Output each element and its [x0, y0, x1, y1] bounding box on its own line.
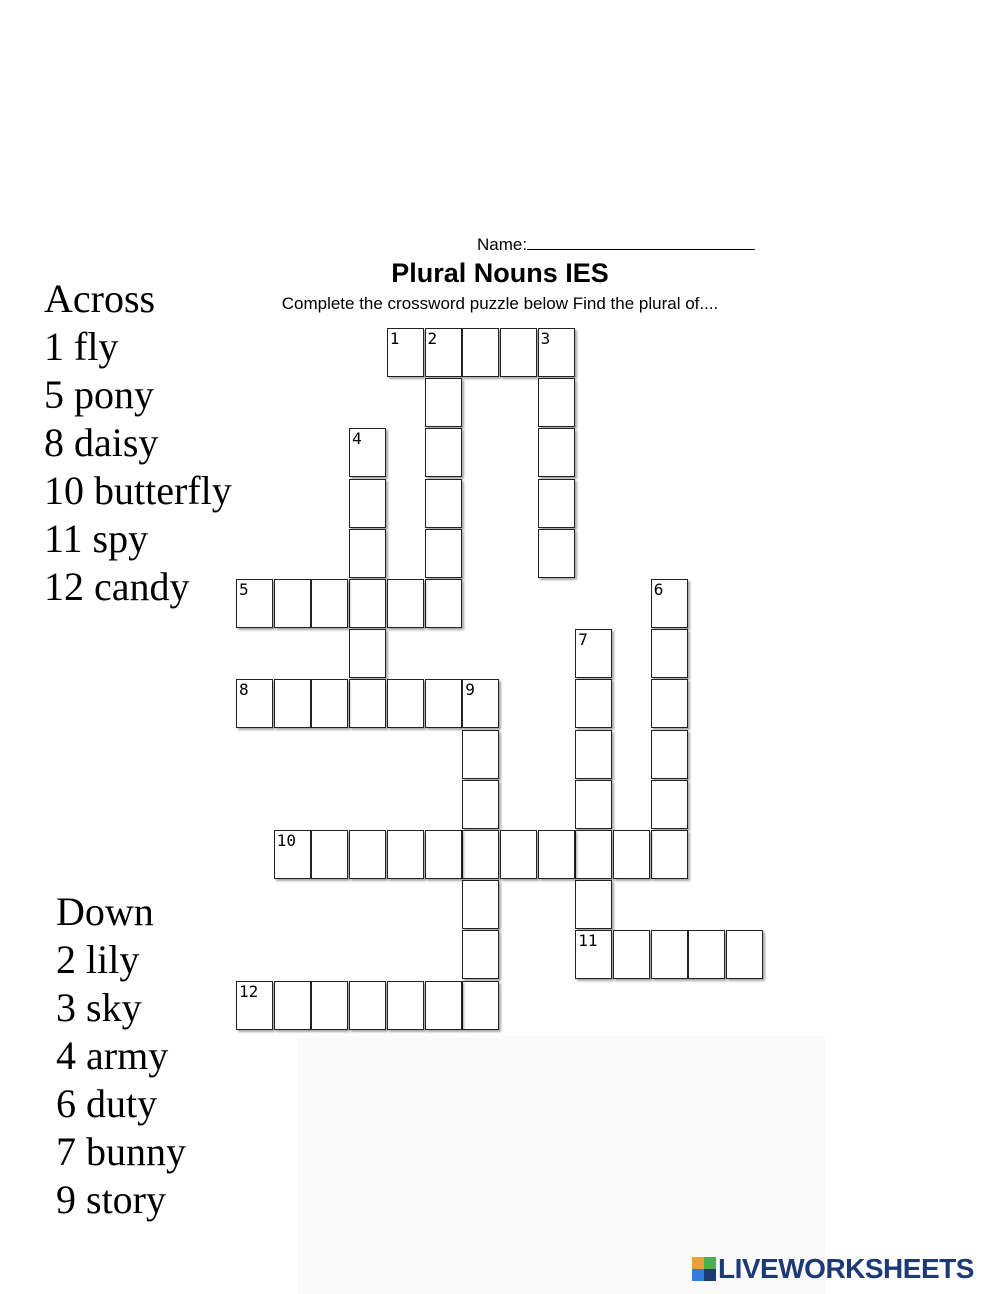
down-clues	[56, 888, 186, 1224]
crossword-cell[interactable]	[575, 629, 612, 678]
crossword-cell[interactable]	[651, 830, 688, 879]
crossword-cell[interactable]	[500, 830, 537, 879]
crossword-cell[interactable]	[387, 981, 424, 1030]
logo-square	[692, 1269, 704, 1281]
crossword-cell[interactable]	[462, 328, 499, 377]
crossword-cell[interactable]	[425, 679, 462, 728]
across-clue: 5 pony	[44, 372, 154, 417]
crossword-cell[interactable]	[349, 579, 386, 628]
crossword-cell[interactable]	[726, 930, 763, 979]
down-clue: 4 army	[56, 1033, 169, 1078]
liveworksheets-logo	[692, 1253, 974, 1285]
crossword-cell[interactable]	[500, 328, 537, 377]
name-label: Name:	[477, 235, 528, 254]
crossword-cell[interactable]	[462, 679, 499, 728]
crossword-cell[interactable]	[425, 830, 462, 879]
clue-number: 11	[578, 931, 598, 951]
down-clue: 7 bunny	[56, 1129, 186, 1174]
clue-number: 4	[352, 429, 362, 449]
crossword-cell[interactable]	[349, 428, 386, 477]
crossword-cell[interactable]	[462, 930, 499, 979]
logo-square	[704, 1269, 716, 1281]
clue-number: 5	[239, 580, 249, 599]
across-clues	[44, 275, 232, 611]
crossword-cell[interactable]	[425, 529, 462, 578]
crossword-cell[interactable]	[575, 780, 612, 829]
instructions: Complete the crossword puzzle below Find the plural of....	[281, 294, 719, 313]
crossword-cell[interactable]	[651, 930, 688, 979]
crossword-cell[interactable]	[425, 479, 462, 528]
crossword-cell[interactable]	[236, 679, 273, 728]
name-field-line	[477, 235, 755, 255]
crossword-cell[interactable]	[462, 830, 499, 879]
clue-number: 9	[465, 680, 475, 700]
crossword-cell[interactable]	[575, 730, 612, 779]
crossword-cell[interactable]	[349, 629, 386, 678]
page-title: Plural Nouns IES	[391, 258, 609, 288]
across-heading: Across	[44, 276, 156, 321]
crossword-cell[interactable]	[462, 730, 499, 779]
crossword-cell[interactable]	[236, 981, 273, 1030]
crossword-cell[interactable]	[425, 328, 462, 377]
crossword-cell[interactable]	[274, 981, 311, 1030]
crossword-cell[interactable]	[387, 328, 424, 377]
crossword-cell[interactable]	[311, 579, 348, 628]
clue-number: 3	[540, 329, 551, 348]
clue-number: 10	[276, 831, 296, 850]
logo-square	[692, 1257, 704, 1269]
down-clue: 3 sky	[56, 985, 142, 1030]
clue-number: 8	[239, 680, 249, 700]
crossword-cell[interactable]	[349, 529, 386, 578]
crossword-cell[interactable]	[462, 780, 499, 829]
crossword-cell[interactable]	[538, 830, 575, 879]
logo-square	[704, 1257, 716, 1269]
crossword-cell[interactable]	[575, 930, 612, 979]
across-clue: 11 spy	[44, 516, 149, 561]
crossword-cell[interactable]	[349, 981, 386, 1030]
logo-icon	[692, 1257, 716, 1281]
crossword-cell[interactable]	[387, 679, 424, 728]
crossword-cell[interactable]	[651, 730, 688, 779]
crossword-cell[interactable]	[538, 328, 575, 377]
crossword-cell[interactable]	[311, 830, 348, 879]
crossword-cell[interactable]	[688, 930, 725, 979]
crossword-cell[interactable]	[349, 479, 386, 528]
clue-number: 12	[239, 981, 259, 1001]
crossword-cell[interactable]	[651, 579, 688, 628]
crossword-cell[interactable]	[425, 378, 462, 427]
clue-number: 7	[578, 630, 588, 650]
across-clue: 10 butterfly	[44, 468, 232, 513]
clue-number: 6	[653, 580, 664, 599]
clue-number: 1	[389, 329, 400, 348]
crossword-cell[interactable]	[311, 981, 348, 1030]
crossword-cell[interactable]	[425, 579, 462, 628]
across-clue: 12 candy	[44, 564, 190, 609]
across-clue: 1 fly	[44, 324, 119, 369]
crossword-cell[interactable]	[274, 679, 311, 728]
logo-text: LIVEWORKSHEETS	[718, 1253, 974, 1284]
crossword-cell[interactable]	[575, 679, 612, 728]
crossword-cell[interactable]	[387, 830, 424, 879]
down-clue: 2 lily	[56, 937, 140, 982]
crossword-cell[interactable]	[349, 679, 386, 728]
crossword-cell[interactable]	[651, 780, 688, 829]
crossword-cell[interactable]	[462, 981, 499, 1030]
down-clue: 9 story	[56, 1177, 166, 1222]
crossword-cell[interactable]	[311, 679, 348, 728]
crossword-cell[interactable]	[613, 830, 650, 879]
across-clue: 8 daisy	[44, 420, 159, 465]
crossword-cell[interactable]	[425, 981, 462, 1030]
crossword-cell[interactable]	[575, 880, 612, 929]
down-heading: Down	[56, 889, 154, 934]
crossword-cell[interactable]	[538, 378, 575, 427]
name-blank	[527, 235, 755, 250]
crossword-cell[interactable]	[425, 428, 462, 477]
crossword-cell[interactable]	[349, 830, 386, 879]
crossword-cell[interactable]	[462, 880, 499, 929]
crossword-cell[interactable]	[538, 529, 575, 578]
down-clue: 6 duty	[56, 1081, 158, 1126]
crossword-cell[interactable]	[613, 930, 650, 979]
crossword-cell[interactable]	[651, 679, 688, 728]
crossword-cell[interactable]	[575, 830, 612, 879]
crossword-cell[interactable]	[236, 579, 273, 628]
crossword-cell[interactable]	[274, 830, 311, 879]
crossword-cell[interactable]	[651, 629, 688, 678]
crossword-cell[interactable]	[387, 579, 424, 628]
crossword-cell[interactable]	[538, 428, 575, 477]
crossword-cell[interactable]	[274, 579, 311, 628]
crossword-cell[interactable]	[538, 479, 575, 528]
clue-number: 2	[427, 329, 438, 348]
